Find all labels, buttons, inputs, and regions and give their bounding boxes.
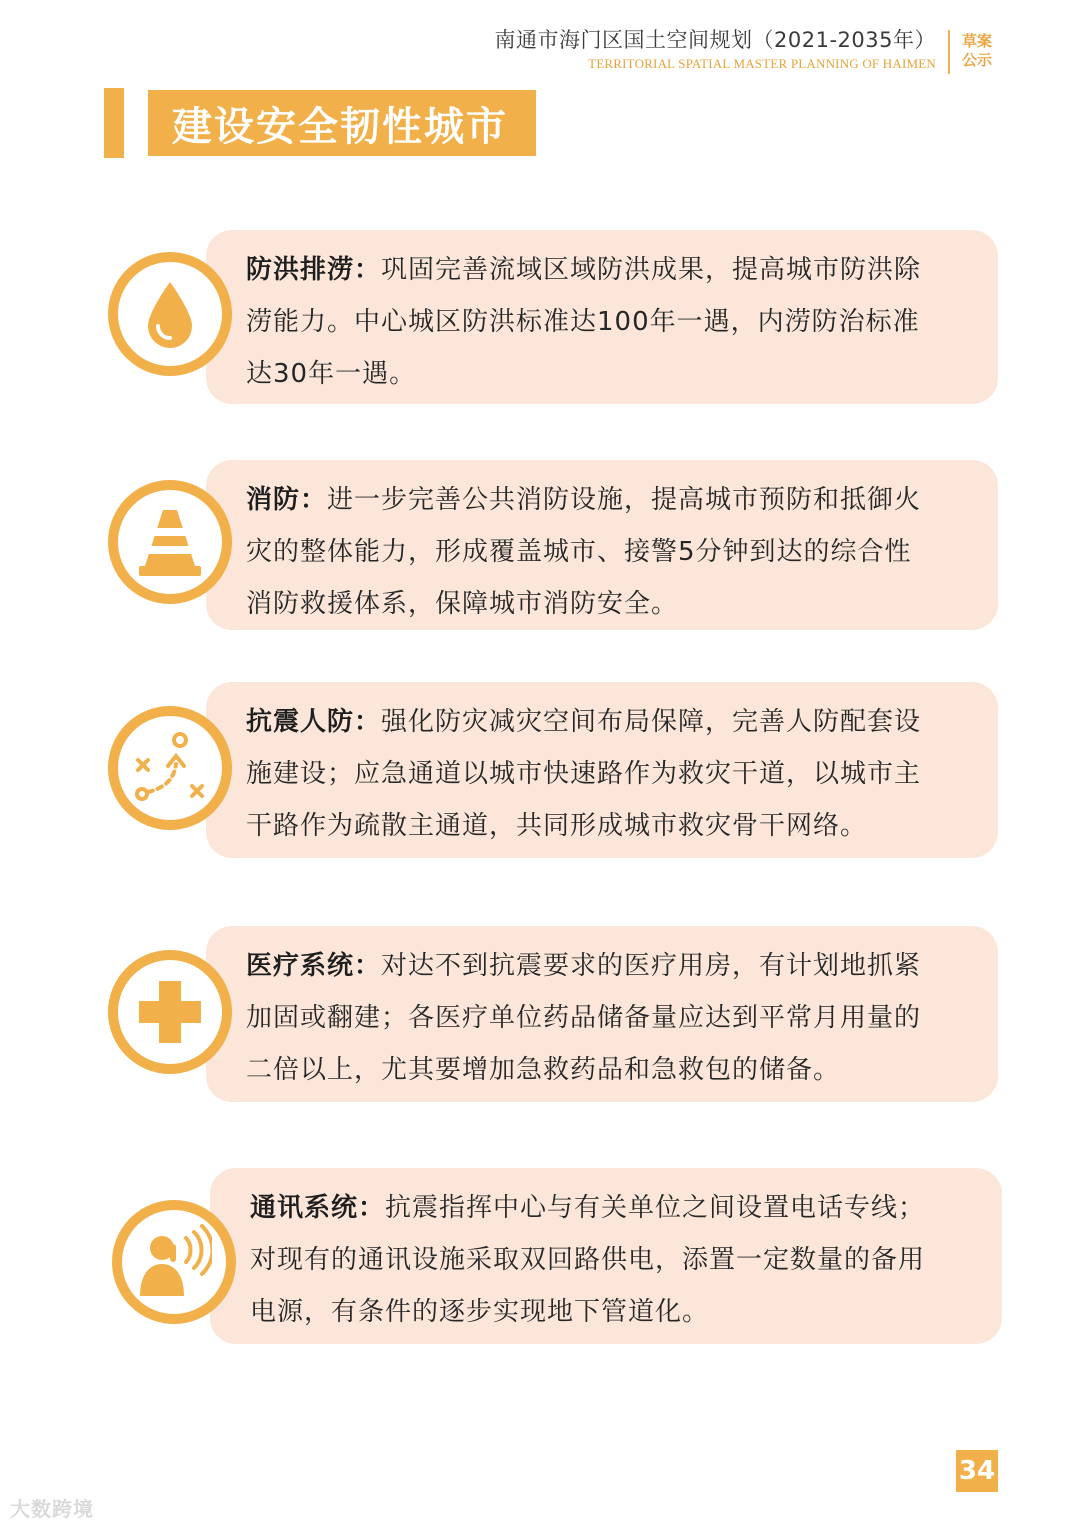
card-line xyxy=(246,474,980,526)
card-line xyxy=(250,1182,984,1234)
card-lead: 消防： xyxy=(246,485,328,515)
card-seismic-civil-defense xyxy=(206,682,998,858)
card-lead: 通讯系统： xyxy=(250,1193,386,1223)
card-flood-control xyxy=(206,230,998,404)
draft-badge-line2: 公示 xyxy=(961,51,992,69)
card-lead: 防洪排涝： xyxy=(246,255,382,285)
card-line xyxy=(246,696,980,748)
card-line: 加固或翻建；各医疗单位药品储备量应达到平常月用量的 xyxy=(246,1003,922,1033)
draft-badge xyxy=(962,32,992,70)
card-line xyxy=(246,940,980,992)
header-title: 南通市海门区国土空间规划（2021-2035年） xyxy=(494,28,936,52)
card-lead: 抗震人防： xyxy=(246,707,382,737)
traffic-cone-icon xyxy=(108,480,232,604)
card-medical-system xyxy=(206,926,998,1102)
card-text: 进一步完善公共消防设施，提高城市预防和抵御火 xyxy=(327,485,922,515)
card-line: 涝能力。中心城区防洪标准达100年一遇，内涝防治标准 xyxy=(246,307,920,337)
header-text xyxy=(495,26,936,72)
card-line: 干路作为疏散主通道，共同形成城市救灾骨干网络。 xyxy=(246,811,868,841)
section-title-box xyxy=(148,90,536,156)
card-lead: 医疗系统： xyxy=(246,951,382,981)
card-line: 灾的整体能力，形成覆盖城市、接警5分钟到达的综合性 xyxy=(246,537,912,567)
water-drop-icon xyxy=(108,252,232,376)
card-text: 对达不到抗震要求的医疗用房，有计划地抓紧 xyxy=(381,951,922,981)
card-text: 强化防灾减灾空间布局保障，完善人防配套设 xyxy=(381,707,922,737)
card-fire-protection xyxy=(206,460,998,630)
phone-call-icon xyxy=(112,1200,236,1324)
watermark: 大数跨境 xyxy=(10,1497,94,1521)
card-text: 巩固完善流域区域防洪成果，提高城市防洪除 xyxy=(381,255,922,285)
header-divider xyxy=(948,30,950,74)
header-subtitle: TERRITORIAL SPATIAL MASTER PLANNING OF HAIMEN xyxy=(588,56,936,71)
card-line: 施建设；应急通道以城市快速路作为救灾干道，以城市主 xyxy=(246,759,922,789)
medical-cross-icon xyxy=(108,950,232,1074)
page-header xyxy=(495,26,992,74)
card-line xyxy=(246,244,980,296)
section-title-accent-bar xyxy=(104,88,124,158)
card-text: 抗震指挥中心与有关单位之间设置电话专线； xyxy=(385,1193,926,1223)
section-title: 建设安全韧性城市 xyxy=(172,103,508,150)
card-communication-system xyxy=(210,1168,1002,1344)
card-line: 达30年一遇。 xyxy=(246,359,417,389)
card-line: 二倍以上，尤其要增加急救药品和急救包的储备。 xyxy=(246,1055,841,1085)
card-line: 消防救援体系，保障城市消防安全。 xyxy=(246,589,679,619)
card-line: 电源，有条件的逐步实现地下管道化。 xyxy=(250,1297,710,1327)
draft-badge-line1: 草案 xyxy=(961,32,992,50)
page-number: 34 xyxy=(956,1450,998,1492)
route-plan-icon xyxy=(108,706,232,830)
card-line: 对现有的通讯设施采取双回路供电，添置一定数量的备用 xyxy=(250,1245,926,1275)
